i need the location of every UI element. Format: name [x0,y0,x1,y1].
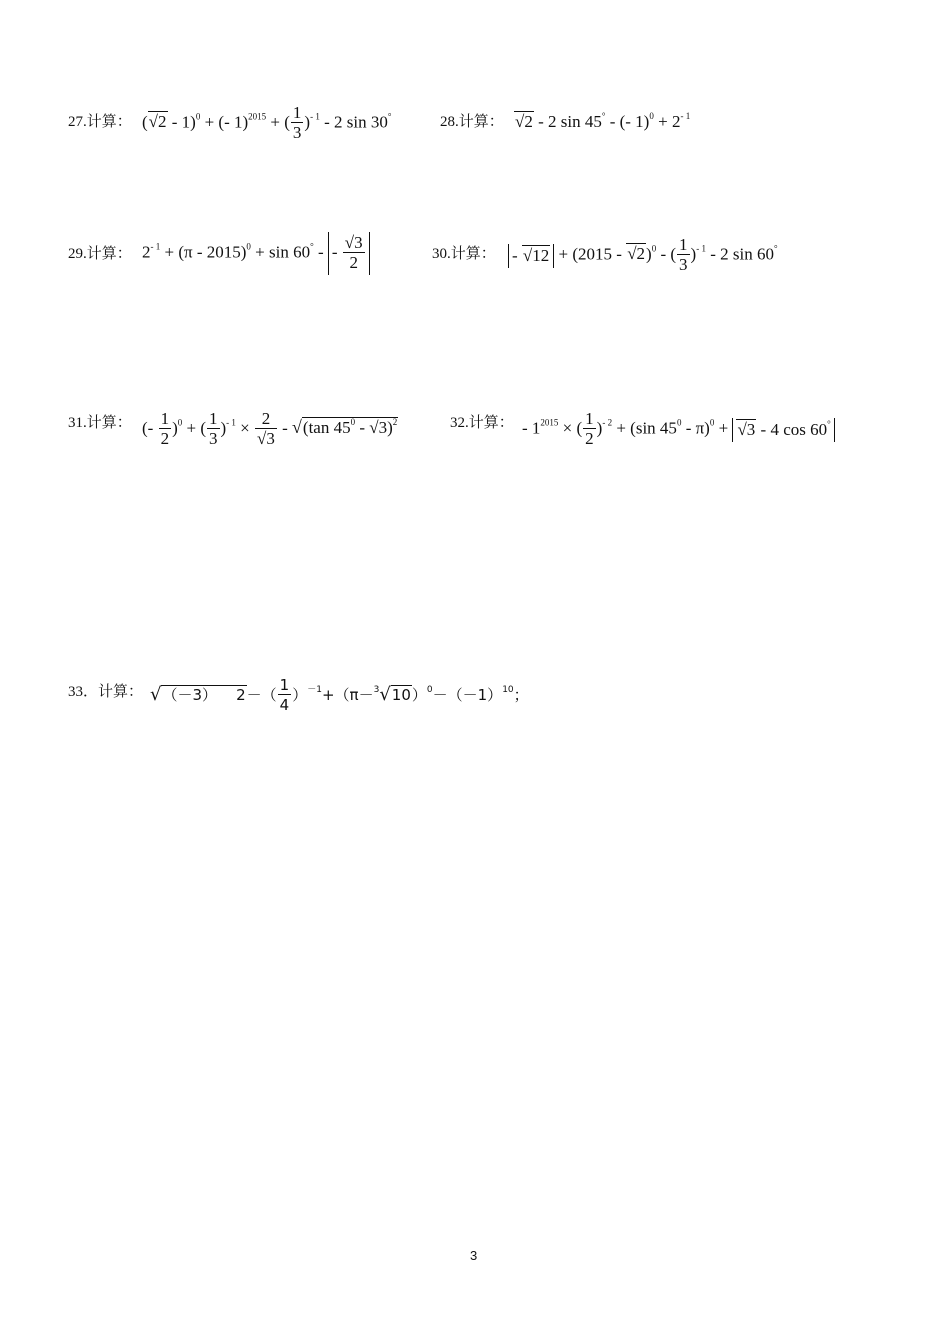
problem-27 [68,112,132,132]
problem-33 [68,682,143,702]
problem-29 [68,244,132,264]
expression: (- $\frac{1}{2}$ )$^0$ + ( $\frac{1}{3}$ )$^{- 1}$ × $\frac{2}{√3}$ - √(tan $45^0 - √3)^2$ [142,409,398,448]
expression: √2 - 2 sin 45° - (- $1)^0 + 2^{- 1}$ [515,111,691,131]
problem-label: 32.计算： [450,415,514,431]
problem-label: 28.计算： [440,114,504,130]
problem-label: 31.计算： [68,415,132,431]
problem-label: 27.计算： [68,114,132,130]
problem-label: 30.计算： [432,246,496,262]
expression: (√2 - 1)$^0$ + (- 1)$^{2015}$ + ( $\frac{1}{3}$ )$^{- 1}$ - 2 sin 30° [142,103,392,142]
expression: √（－3） 2－（ $\frac{1}{4}$ ）$^{-1}+(\pi-^3√10)^0-(-1)^{10}$； [150,676,529,714]
problem-28 [440,112,504,132]
page-number: 3 [470,1248,478,1263]
expression: - √12 + (2015 - √2)$^0$ - ( $\frac{1}{3}$ )$^{- 1}$ - 2 sin 60° [508,236,778,275]
problem-label: 29.计算： [68,246,132,262]
problem-32 [450,413,514,433]
problem-30 [432,244,496,264]
problem-label: 33．计算： [68,684,144,700]
problem-31 [68,413,132,433]
expression: $2^{- 1} + (\pi - 2015)^0 + \sin 60^\circ$ - - $\frac{√3}{2}$ [142,232,370,275]
expression: - $1^{2015}$ × ( $\frac{1}{2}$ )$^{- 2}$ + (sin $45^0 - \pi)^0 + √3 - 4$ cos 60° [522,410,835,449]
